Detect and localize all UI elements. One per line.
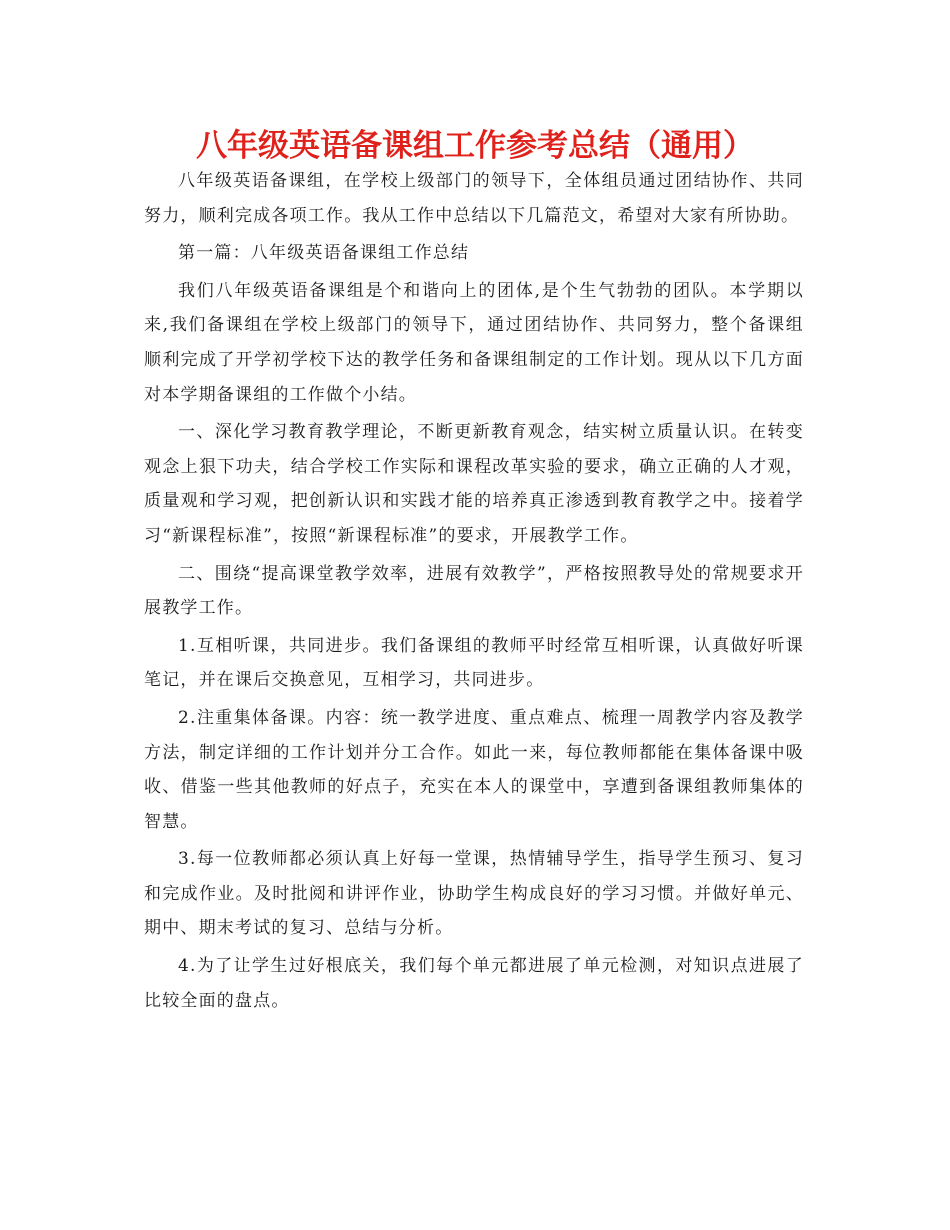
body-paragraph: 二、围绕“提高课堂教学效率，进展有效教学”，严格按照教导处的常规要求开展教学工作。	[144, 563, 804, 619]
document-body	[144, 164, 804, 1021]
list-item: 3.每一位教师都必须认真上好每一堂课，热情辅导学生，指导学生预习、复习和完成作业。及时批阅和讲评作业，协助学生构成良好的学习习惯。并做好单元、期中、期末考试的复习、总结与分析。	[144, 849, 804, 939]
list-item: 4.为了让学生过好根底关，我们每个单元都进展了单元检测，对知识点进展了比较全面的盘点。	[144, 956, 804, 1011]
section-heading: 第一篇：八年级英语备课组工作总结	[178, 243, 470, 264]
intro-paragraph: 八年级英语备课组，在学校上级部门的领导下，全体组员通过团结协作、共同努力，顺利完成各项工作。我从工作中总结以下几篇范文，希望对大家有所协助。	[144, 171, 804, 226]
list-item: 1.互相听课，共同进步。我们备课组的教师平时经常互相听课，认真做好听课笔记，并在课后交换意见，互相学习，共同进步。	[144, 635, 804, 691]
body-paragraph: 我们八年级英语备课组是个和谐向上的团体,是个生气勃勃的团队。本学期以来,我们备课组在学校上级部门的领导下，通过团结协作、共同努力，整个备课组顺利完成了开学初学校下达的教学任务和备课组制定的工作计划。现从以下几方面对本学期备课组的工作做个小结。	[144, 280, 804, 405]
body-paragraph: 一、深化学习教育教学理论，不断更新教育观念，结实树立质量认识。在转变观念上狠下功夫，结合学校工作实际和课程改革实验的要求，确立正确的人才观，质量观和学习观，把创新认识和实践才能的培养真正渗透到教育教学之中。接着学习“新课程标准”，按照“新课程标准”的要求，开展教学工作。	[144, 422, 804, 546]
document-title: 八年级英语备课组工作参考总结（通用）	[196, 128, 754, 164]
list-item: 2.注重集体备课。内容：统一教学进度、重点难点、梳理一周教学内容及教学方法，制定详细的工作计划并分工合作。如此一来，每位教师都能在集体备课中吸收、借鉴一些其他教师的好点子，充实在本人的课堂中，享遭到备课组教师集体的智慧。	[144, 707, 804, 832]
